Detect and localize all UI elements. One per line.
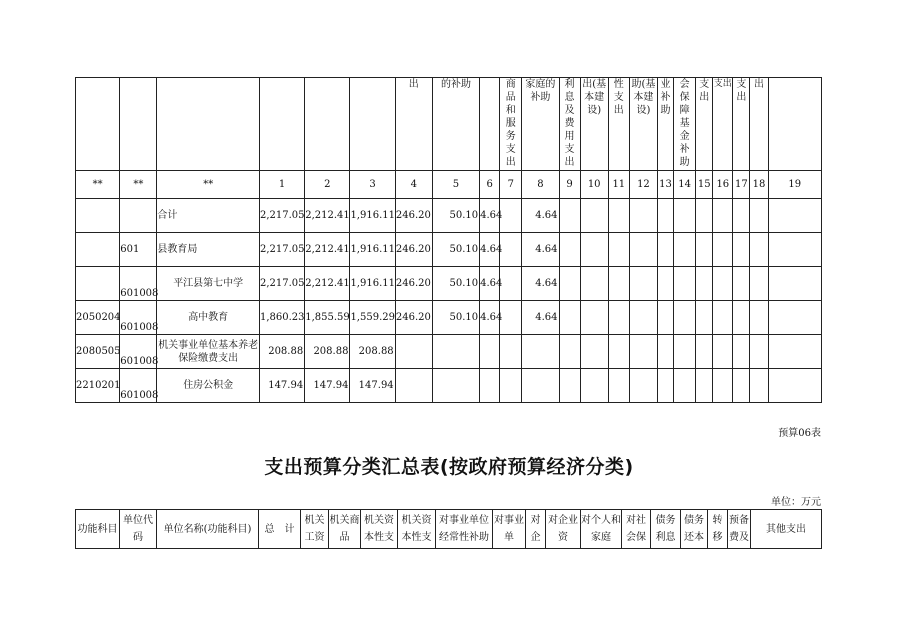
- column-number: 10: [580, 171, 608, 199]
- upper-header-row: [76, 78, 822, 171]
- header-text: 出(基本建设): [582, 79, 607, 116]
- header-cell: [674, 78, 696, 171]
- value-cell: 4.64: [480, 233, 500, 267]
- unit-code-cell: 601008: [120, 369, 157, 403]
- func-code-cell: 2210201: [76, 369, 120, 403]
- column-number: 2: [305, 171, 350, 199]
- column-number: 14: [674, 171, 696, 199]
- column-number: 13: [658, 171, 674, 199]
- header-cell: [768, 78, 821, 171]
- value-cell: 147.94: [350, 369, 395, 403]
- func-code-cell: 2050204: [76, 301, 120, 335]
- header-cell: [696, 78, 713, 171]
- value-cell: 4.64: [522, 301, 559, 335]
- value-cell: 2,212.41: [305, 233, 350, 267]
- header-cell: [500, 78, 522, 171]
- lower-header-table: [75, 509, 822, 549]
- header-cell: [120, 78, 157, 171]
- column-number: 6: [480, 171, 500, 199]
- value-cell: 147.94: [259, 369, 304, 403]
- unit-name-cell: 平江县第七中学: [157, 267, 260, 301]
- column-number: 12: [629, 171, 657, 199]
- value-cell: 4.64: [480, 267, 500, 301]
- column-number: 4: [395, 171, 432, 199]
- header-cell: 对企业资: [546, 510, 581, 549]
- header-cell: 总 计: [259, 510, 301, 549]
- value-cell: 1,559.29: [350, 301, 395, 335]
- unit-code-cell: 601: [120, 233, 157, 267]
- header-cell: 的补助: [432, 78, 479, 171]
- header-text: 支出: [736, 79, 747, 103]
- header-text: 业补助: [660, 79, 671, 116]
- header-cell: 功能科目: [76, 510, 120, 549]
- header-cell: 预备费及: [728, 510, 751, 549]
- table-row: [76, 301, 822, 335]
- value-cell: 246.20: [395, 267, 432, 301]
- value-cell: [522, 335, 559, 369]
- header-cell: 其他支出: [751, 510, 822, 549]
- header-text: 商品和服务支出: [505, 79, 516, 168]
- header-cell: [559, 78, 580, 171]
- value-cell: 1,860.23: [259, 301, 304, 335]
- header-cell: [350, 78, 395, 171]
- column-number-row: [76, 171, 822, 199]
- column-number: 16: [713, 171, 733, 199]
- value-cell: 2,217.05: [259, 233, 304, 267]
- unit-name-cell: 合计: [157, 199, 260, 233]
- header-cell: 对事业单位经常性补助: [436, 510, 493, 549]
- header-cell: 单位代码: [120, 510, 157, 549]
- header-text: 会保障基金补助: [679, 79, 690, 168]
- header-cell: [658, 78, 674, 171]
- unit-label: 单位：万元: [771, 497, 821, 508]
- header-text: 助(基本建设): [631, 79, 656, 116]
- header-cell: 债务利息: [651, 510, 681, 549]
- func-code-cell: [76, 233, 120, 267]
- value-cell: 2,212.41: [305, 267, 350, 301]
- table-row: [76, 267, 822, 301]
- header-cell: 机关资本性支: [361, 510, 398, 549]
- value-cell: [480, 335, 500, 369]
- unit-name-cell: 县教育局: [157, 233, 260, 267]
- header-cell: 机关资本性支: [398, 510, 436, 549]
- column-number: 19: [768, 171, 821, 199]
- header-cell: [629, 78, 657, 171]
- column-number: 17: [733, 171, 750, 199]
- table-row: [76, 335, 822, 369]
- header-cell: 单位名称(功能科目): [157, 510, 259, 549]
- func-code-cell: [76, 199, 120, 233]
- value-cell: 50.10: [432, 301, 479, 335]
- value-cell: 4.64: [522, 233, 559, 267]
- value-cell: 50.10: [432, 199, 479, 233]
- value-cell: 50.10: [432, 233, 479, 267]
- unit-code-cell: [120, 199, 157, 233]
- column-number: 1: [259, 171, 304, 199]
- value-cell: 246.20: [395, 233, 432, 267]
- unit-code-cell: 601008: [120, 335, 157, 369]
- header-cell: 债务还本: [681, 510, 708, 549]
- header-cell: [733, 78, 750, 171]
- value-cell: 147.94: [305, 369, 350, 403]
- func-code-cell: 2080505: [76, 335, 120, 369]
- header-cell: [76, 78, 120, 171]
- value-cell: 208.88: [305, 335, 350, 369]
- header-cell: [480, 78, 500, 171]
- value-cell: [432, 369, 479, 403]
- form-code: 预算06表: [778, 428, 821, 439]
- header-cell: 转移: [708, 510, 728, 549]
- header-cell: 对社会保: [622, 510, 651, 549]
- value-cell: 2,212.41: [305, 199, 350, 233]
- value-cell: 4.64: [480, 199, 500, 233]
- unit-code-cell: 601008: [120, 301, 157, 335]
- column-number: 8: [522, 171, 559, 199]
- column-number: 5: [432, 171, 479, 199]
- value-cell: 4.64: [522, 199, 559, 233]
- column-number: 15: [696, 171, 713, 199]
- value-cell: [480, 369, 500, 403]
- header-text: 支出: [699, 79, 710, 103]
- value-cell: 1,916.11: [350, 267, 395, 301]
- header-cell: 机关商品: [329, 510, 361, 549]
- header-cell: 对事业单: [493, 510, 526, 549]
- column-number: **: [120, 171, 157, 199]
- value-cell: 208.88: [259, 335, 304, 369]
- column-number: **: [157, 171, 260, 199]
- lower-header-row: [76, 510, 822, 549]
- header-cell: 出: [395, 78, 432, 171]
- column-number: **: [76, 171, 120, 199]
- column-number: 11: [608, 171, 629, 199]
- header-cell: 支出: [713, 78, 733, 171]
- column-number: 9: [559, 171, 580, 199]
- header-cell: [157, 78, 260, 171]
- value-cell: 1,916.11: [350, 233, 395, 267]
- value-cell: 50.10: [432, 267, 479, 301]
- value-cell: 4.64: [522, 267, 559, 301]
- column-number: 18: [750, 171, 768, 199]
- page-title: 支出预算分类汇总表(按政府预算经济分类): [264, 456, 634, 478]
- value-cell: [395, 369, 432, 403]
- func-code-cell: [76, 267, 120, 301]
- header-cell: [608, 78, 629, 171]
- column-number: 7: [500, 171, 522, 199]
- value-cell: [395, 335, 432, 369]
- table-row: [76, 369, 822, 403]
- unit-code-cell: 601008: [120, 267, 157, 301]
- header-cell: [580, 78, 608, 171]
- upper-table: [75, 77, 822, 403]
- value-cell: 1,916.11: [350, 199, 395, 233]
- column-number: 3: [350, 171, 395, 199]
- value-cell: 2,217.05: [259, 267, 304, 301]
- header-cell: 对企: [526, 510, 546, 549]
- header-cell: [305, 78, 350, 171]
- header-cell: 出: [750, 78, 768, 171]
- value-cell: 2,217.05: [259, 199, 304, 233]
- unit-name-cell: 机关事业单位基本养老保险缴费支出: [157, 335, 260, 369]
- value-cell: [522, 369, 559, 403]
- header-cell: [259, 78, 304, 171]
- header-cell: 对个人和家庭: [581, 510, 622, 549]
- table-row: [76, 233, 822, 267]
- value-cell: 1,855.59: [305, 301, 350, 335]
- unit-name-cell: 高中教育: [157, 301, 260, 335]
- value-cell: 4.64: [480, 301, 500, 335]
- table-row: [76, 199, 822, 233]
- header-text: 利息及费用支出: [564, 79, 575, 168]
- value-cell: 246.20: [395, 199, 432, 233]
- unit-name-cell: 住房公积金: [157, 369, 260, 403]
- value-cell: 208.88: [350, 335, 395, 369]
- value-cell: [432, 335, 479, 369]
- value-cell: 246.20: [395, 301, 432, 335]
- header-cell: 机关工资: [301, 510, 329, 549]
- header-text: 性支出: [613, 79, 624, 116]
- header-cell: 家庭的补助: [522, 78, 559, 171]
